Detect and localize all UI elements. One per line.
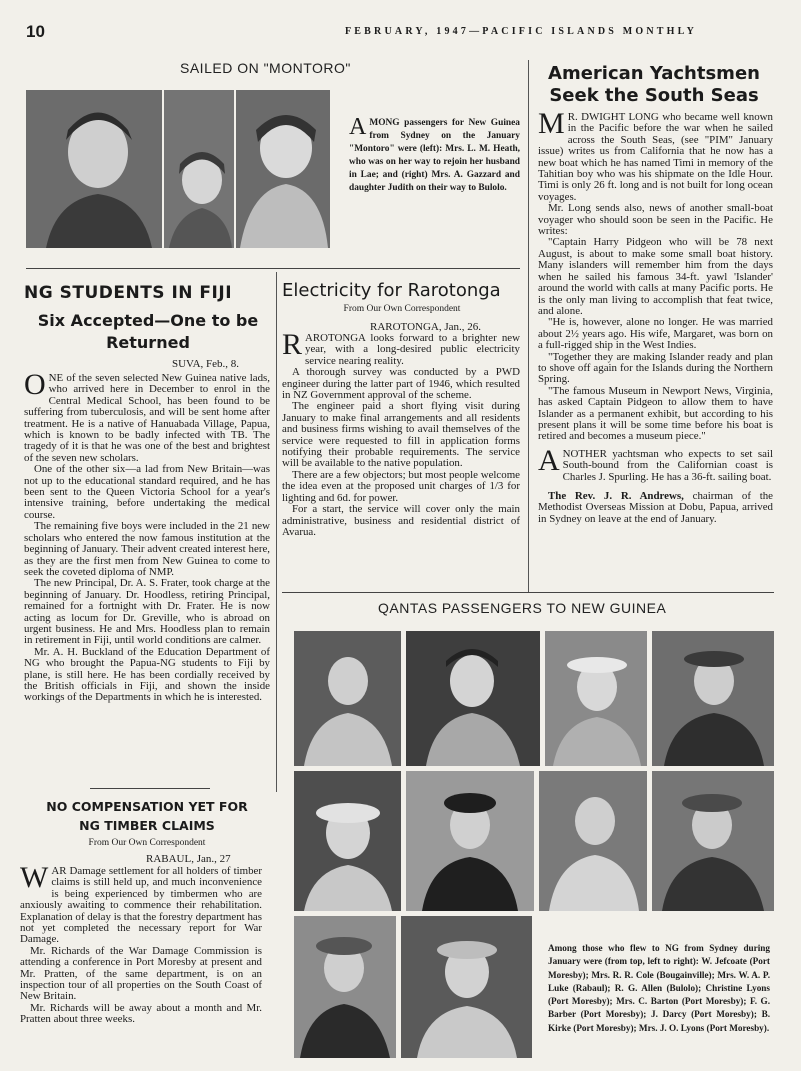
timber-para2: Mr. Richards of the War Damage Commission is attending a conference in Port Moresby at present and Mr. Pratten, of the same department, is on an inspection tour of all properties on the South Coast of New Britain. (20, 944, 262, 1003)
portrait-silhouette-icon (26, 90, 162, 248)
rarotonga-para5: For a start, the service will cover only the main administrative, business and residential district of Avarua. (282, 503, 520, 538)
divider-montoro (26, 268, 520, 269)
yachtsmen-para7: NOTHER yachtsman who expects to set sail South-bound from the Californian coast is Charles J. Spurling. He has a 36-ft. sailing boat. (562, 447, 773, 483)
divider-qantas (282, 592, 774, 593)
timber-byline: From Our Own Correspondent (88, 838, 206, 848)
rarotonga-para3: The engineer paid a short flying visit during January to make final arrangements and all residents and business firms wishing to avail themselves of the service were requested to fill in application forms notifying their probable requirements. The service will be available to the native population. (282, 400, 520, 470)
photo-mrs-heath (26, 90, 162, 248)
yachtsmen-title-line1: American Yachtsmen (548, 63, 760, 84)
yachtsmen-headline (538, 63, 770, 107)
fiji-dropcap: O (24, 368, 46, 401)
photo-mrs-c-barton (406, 771, 534, 911)
running-title: FEBRUARY, 1947—PACIFIC ISLANDS MONTHLY (345, 26, 698, 37)
yachtsmen-para6: "The famous Museum in Newport News, Virginia, has asked Captain Pidgeon to allow them to have Islander as a permanent exhibit, but according to his present plans it will be some time before his boat is retired and becomes a museum piece." (538, 384, 773, 443)
fiji-para4: The new Principal, Dr. A. S. Frater, took charge at the beginning of January. Dr. Hoodless, retiring Principal, remained for a fortnight with Dr. Frater. He is now acting as locum for Dr. Greville, who is abroad on urgent business. He and Mrs. Hoodless plan to remain in retirement in Fiji, until world conditions are calmer. (24, 577, 270, 647)
qantas-caption-text: Among those who flew to NG from Sydney during January were (from top, left to right): W. Jefcoate (Port Moresby); Mrs. R. R. Cole (Bougainville); Mrs. W. A. P. Luke (Rabaul); R. G. Allen (Bulolo); Christine Lyons (Port Moresby); Mrs. C. Barton (Port Moresby); F. G. Barber (Port Moresby); J. Darcy (Port Moresby); B. Kirke (Port Moresby); Mrs. J. O. Lyons (Port Moresby). (548, 943, 770, 1033)
fiji-para3: The remaining five boys were included in the 21 new scholars who entered the now famous institution at the beginning of January. Their advent created interest here, as they are the first men from New Guinea to come to seek the coveted diploma of NMP. (24, 520, 270, 578)
photo-b-kirke (294, 916, 396, 1058)
photo-mrs-w-a-p-luke (545, 631, 647, 766)
timber-headline (24, 797, 270, 835)
fiji-subhead: Six Accepted—One to be Returned (37, 311, 259, 352)
photo-christine-lyons (294, 771, 401, 911)
fiji-para1: NE of the seven selected New Guinea native lads, who arrived here in December to enrol in the Central Medical School, has been found to be suffering from tuberculosis, and will be sent home after treatment. He is a native of Hanuabada Village, Papua, which is known to be badly infected with TB. The tragedy of it is that he was one of the best and brightest of the seven new scholars. (24, 372, 270, 464)
page-number: 10 (26, 22, 45, 41)
fiji-para5: Mr. A. H. Buckland of the Education Department of NG who brought the Papua-NG students to Fiji by plane, is still here. He has been cordially received by the British officials in Fiji, and shown the inside workings of the Departments in which he is interested. (24, 645, 270, 704)
timber-dropcap: W (20, 861, 49, 894)
andrews-text: chairman of the Methodist Overseas Mission at Dobu, Papua, arrived in Sydney on leave at the end of January. (538, 490, 774, 525)
photo-w-jefcoate (294, 631, 401, 766)
yachtsmen-para3: "Captain Harry Pidgeon who will be 78 next August, is about to make some small boat history. Many islanders will remember him from the days when he sailed his famous 34-ft. yawl 'Islander' around the world with calls at many Pacific ports. He is the only man living to accomplish that feat twice, and alone. (538, 236, 773, 317)
rarotonga-dropcap: R (282, 328, 303, 361)
photo-mrs-j-o-lyons (401, 916, 532, 1058)
timber-headline-line1: NO COMPENSATION YET FOR (46, 799, 248, 814)
rarotonga-para2: A thorough survey was conducted by a PWD engineer during the latter part of 1946, which resulted in NZ Government approval of the scheme. (282, 366, 520, 402)
yachtsmen-title-line2: Seek the South Seas (549, 85, 759, 106)
fiji-para2: One of the other six—a lad from New Britain—was not up to the educational standard required, and he has been sent to the Queen Victoria School for a year's intensive training, before undertaking the medical course. (24, 463, 270, 521)
timber-headline-line2: NG TIMBER CLAIMS (79, 818, 215, 833)
rarotonga-headline: Electricity for Rarotonga (282, 280, 501, 301)
montoro-dropcap: A (349, 114, 367, 140)
andrews-name: The Rev. J. R. Andrews, (548, 490, 684, 502)
yachtsmen-para1: R. DWIGHT LONG who became well known in the Pacific before the war when he sailed across the South Seas, (see "PIM" January issue) writes us from California that he now has a new boat which he has named Timi in memory of the Tahitian boy who was his shipmate on the Idle Hour. Timi is only 26 ft. long and is not built for long ocean voyages. (538, 111, 773, 203)
divider-timber-top (90, 788, 210, 789)
yachtsmen-para4: "He is, however, alone no longer. He was married about 2½ years ago. His wife, Margaret, was born on a full-rigged ship in the West Indies. (538, 316, 773, 352)
fiji-body (24, 368, 270, 704)
rarotonga-dateline: RAROTONGA, Jan., 26. (370, 321, 482, 333)
montoro-kicker: SAILED ON "MONTORO" (180, 60, 351, 76)
photo-r-g-allen (652, 631, 774, 766)
fiji-dateline: SUVA, Feb., 8. (172, 358, 240, 370)
qantas-caption (548, 942, 770, 1035)
yachtsmen-dropcap2: A (538, 443, 560, 477)
rarotonga-byline: From Our Own Correspondent (343, 304, 461, 314)
timber-para1: AR Damage settlement for all holders of timber claims is still held up, and much inconvenience is being experienced by timbermen who are anxiously awaiting to commence their rehabilitation. Explanation of delay is that the forestry department has not yet completed the necessary report for War Damage. (20, 865, 262, 946)
timber-dateline: RABAUL, Jan., 27 (146, 853, 231, 865)
rarotonga-para1: AROTONGA looks forward to a brighter new year, with a long-desired public electricity service nearing reality. (305, 332, 520, 367)
photo-judith-gazzard (164, 90, 234, 248)
yachtsmen-body (538, 107, 774, 525)
yachtsmen-para2: Mr. Long sends also, news of another small-boat voyager who should soon be seen in the Pacific. He writes: (538, 202, 773, 238)
timber-body (20, 861, 262, 1026)
photo-mrs-gazzard (236, 90, 330, 248)
rarotonga-body (282, 328, 521, 538)
divider-col-fiji (276, 272, 277, 792)
photo-j-darcy (652, 771, 774, 911)
photo-f-g-barber (539, 771, 647, 911)
montoro-caption (349, 114, 520, 195)
timber-para3: Mr. Richards will be away about a month and Mr. Pratten about three weeks. (20, 1001, 262, 1026)
montoro-caption-text: MONG passengers for New Guinea from Sydney on the January "Montoro" were (left): Mrs. L. M. Heath, who was on her way to rejoin her husband in Lae; and (right) Mrs. A. Gazzard and daughter Judith on their way to Bulolo. (349, 118, 520, 193)
yachtsmen-dropcap: M (538, 107, 565, 140)
qantas-kicker: QANTAS PASSENGERS TO NEW GUINEA (378, 600, 667, 616)
divider-col-right (528, 60, 529, 592)
fiji-headline: NG STUDENTS IN FIJI (24, 283, 233, 303)
photo-mrs-r-r-cole (406, 631, 540, 766)
yachtsmen-para5: "Together they are making Islander ready and plan to shove off again for the Islands during the Northern Spring. (538, 350, 773, 386)
rarotonga-para4: There are a few objectors; but most people welcome the idea even at the proposed unit charges of 1/3 for lighting and 6d. for power. (282, 468, 521, 504)
